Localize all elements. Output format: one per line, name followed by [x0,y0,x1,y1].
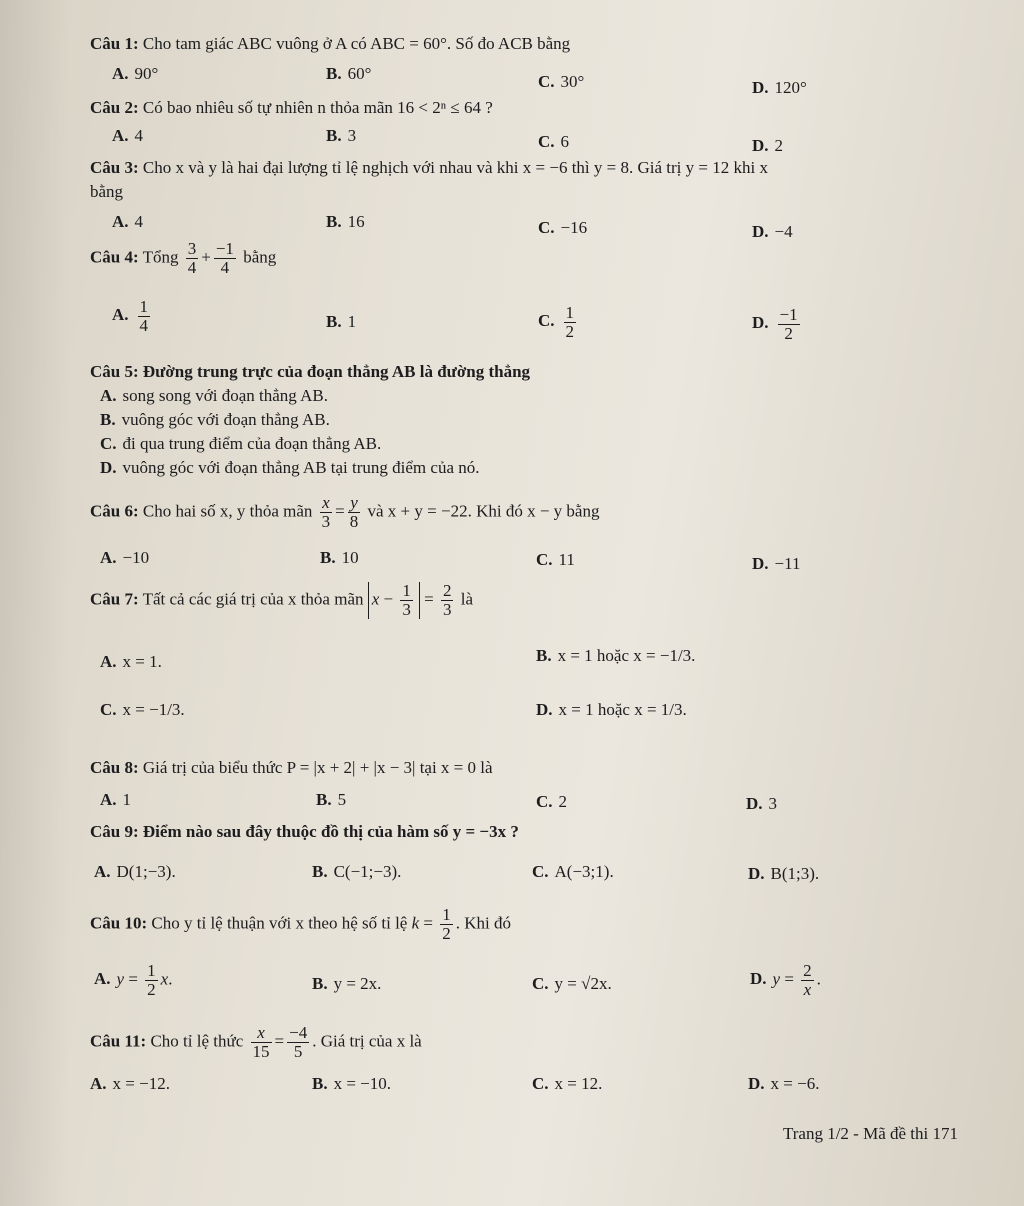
q11-option-a[interactable]: A. x = −12. [90,1074,170,1093]
q10-option-d[interactable]: D. y = $\frac{2}{x}$ . [750,961,821,999]
q4-option-a[interactable]: A. $\frac{1}{4}$ [112,297,149,335]
question-1: Câu 1: Cho tam giác ABC vuông ở A có ABC = 60°. Số đo ACB bằng [90,34,571,53]
question-1-text: Cho tam giác ABC vuông ở A có ABC = 60°. Số đo ACB bằng [142,34,571,53]
q3-option-a[interactable]: A. 4 [112,212,144,231]
question-8-text: Giá trị của biểu thức P = |x + 2| + |x − 3| tại x = 0 là [142,758,493,777]
q6-option-b[interactable]: B. 10 [320,548,359,567]
q5-option-d[interactable]: D. vuông góc với đoạn thẳng AB tại trung điểm của nó. [100,458,480,477]
q3-option-b[interactable]: B. 16 [326,212,365,231]
q5-option-a[interactable]: A. song song với đoạn thẳng AB. [100,386,328,405]
page-footer: Trang 1/2 - Mã đề thi 171 [782,1124,958,1143]
q5-option-b[interactable]: B. vuông góc với đoạn thẳng AB. [100,410,330,429]
question-4: Câu 4: Tổng $\frac{3}{4}$ + $\frac{-1}{4}$ bằng [90,239,277,277]
q7-option-c[interactable]: C. x = −1/3. [100,700,185,719]
question-2: Câu 2: Có bao nhiêu số tự nhiên n thỏa mãn 16 < 2ⁿ ≤ 64 ? [90,98,493,117]
question-3: Câu 3: Cho x và y là hai đại lượng tỉ lệ nghịch với nhau và khi x = −6 thì y = 8. Giá trị y = 12 khi x [90,158,768,177]
q1-option-d[interactable]: D. 120° [752,78,807,97]
q2-option-d[interactable]: D. 2 [752,136,784,155]
q2-option-a[interactable]: A. 4 [112,126,144,145]
question-7: Câu 7: Tất cả các giá trị của x thỏa mãn x − $\frac{1}{3}$ = $\frac{2}{3}$ là [90,581,474,619]
q7-option-d[interactable]: D. x = 1 hoặc x = 1/3. [536,700,687,719]
question-5-text: Đường trung trực của đoạn thẳng AB là đường thẳng [142,362,531,381]
q3-option-c[interactable]: C. −16 [538,218,588,237]
q11-option-c[interactable]: C. x = 12. [532,1074,603,1093]
question-9: Câu 9: Điểm nào sau đây thuộc đồ thị của hàm số y = −3x ? [90,822,519,841]
q8-option-b[interactable]: B. 5 [316,790,347,809]
q9-option-a[interactable]: A. D(1;−3). [94,862,176,881]
q3-option-d[interactable]: D. −4 [752,222,793,241]
q11-option-d[interactable]: D. x = −6. [748,1074,820,1093]
page-shadow [0,0,70,1206]
q1-option-c[interactable]: C. 30° [538,72,585,91]
question-8: Câu 8: Giá trị của biểu thức P = |x + 2| + |x − 3| tại x = 0 là [90,758,493,777]
q7-option-a[interactable]: A. x = 1. [100,652,162,671]
q4-option-b[interactable]: B. 1 [326,312,357,331]
q9-option-b[interactable]: B. C(−1;−3). [312,862,402,881]
q8-option-d[interactable]: D. 3 [746,794,778,813]
question-3-line2: bằng [90,182,124,201]
q10-option-c[interactable]: C. y = √2x. [532,974,612,993]
question-11: Câu 11: Cho tỉ lệ thức $\frac{x}{15}$ = $\frac{-4}{5}$ . Giá trị của x là [90,1023,422,1061]
q7-option-b[interactable]: B. x = 1 hoặc x = −1/3. [536,646,696,665]
absolute-value: x − $\frac{1}{3}$ [368,582,420,619]
question-3-text: Cho x và y là hai đại lượng tỉ lệ nghịch với nhau và khi x = −6 thì y = 8. Giá trị y = 12 khi x [142,158,768,177]
q10-option-a[interactable]: A. y = $\frac{1}{2}$ x. [94,961,173,999]
q6-option-d[interactable]: D. −11 [752,554,801,573]
question-9-text: Điểm nào sau đây thuộc đồ thị của hàm số y = −3x ? [142,822,519,841]
q8-option-a[interactable]: A. 1 [100,790,132,809]
q10-option-b[interactable]: B. y = 2x. [312,974,382,993]
q2-option-c[interactable]: C. 6 [538,132,570,151]
q6-option-a[interactable]: A. −10 [100,548,150,567]
fraction-3-4: $\frac{3}{4}$ [187,239,197,277]
q1-option-a[interactable]: A. 90° [112,64,159,83]
q11-option-b[interactable]: B. x = −10. [312,1074,392,1093]
q2-option-b[interactable]: B. 3 [326,126,357,145]
question-5: Câu 5: Đường trung trực của đoạn thẳng AB là đường thẳng [90,362,531,381]
fraction-minus1-4: $\frac{-1}{4}$ [215,239,234,277]
q4-option-d[interactable]: D. $\frac{-1}{2}$ [752,305,798,343]
q9-option-d[interactable]: D. B(1;3). [748,864,820,883]
q5-option-c[interactable]: C. đi qua trung điểm của đoạn thẳng AB. [100,434,382,453]
q4-option-c[interactable]: C. $\frac{1}{2}$ [538,303,575,341]
question-6: Câu 6: Cho hai số x, y thỏa mãn $\frac{x}{3}$ = $\frac{y}{8}$ và x + y = −22. Khi đó x − y bằng [90,493,600,531]
q8-option-c[interactable]: C. 2 [536,792,568,811]
q6-option-c[interactable]: C. 11 [536,550,575,569]
q9-option-c[interactable]: C. A(−3;1). [532,862,614,881]
q1-option-b[interactable]: B. 60° [326,64,372,83]
question-2-text: Có bao nhiêu số tự nhiên n thỏa mãn 16 < 2ⁿ ≤ 64 ? [142,98,493,117]
question-10: Câu 10: Cho y tỉ lệ thuận với x theo hệ số tỉ lệ k = $\frac{1}{2}$ . Khi đó [90,905,511,943]
